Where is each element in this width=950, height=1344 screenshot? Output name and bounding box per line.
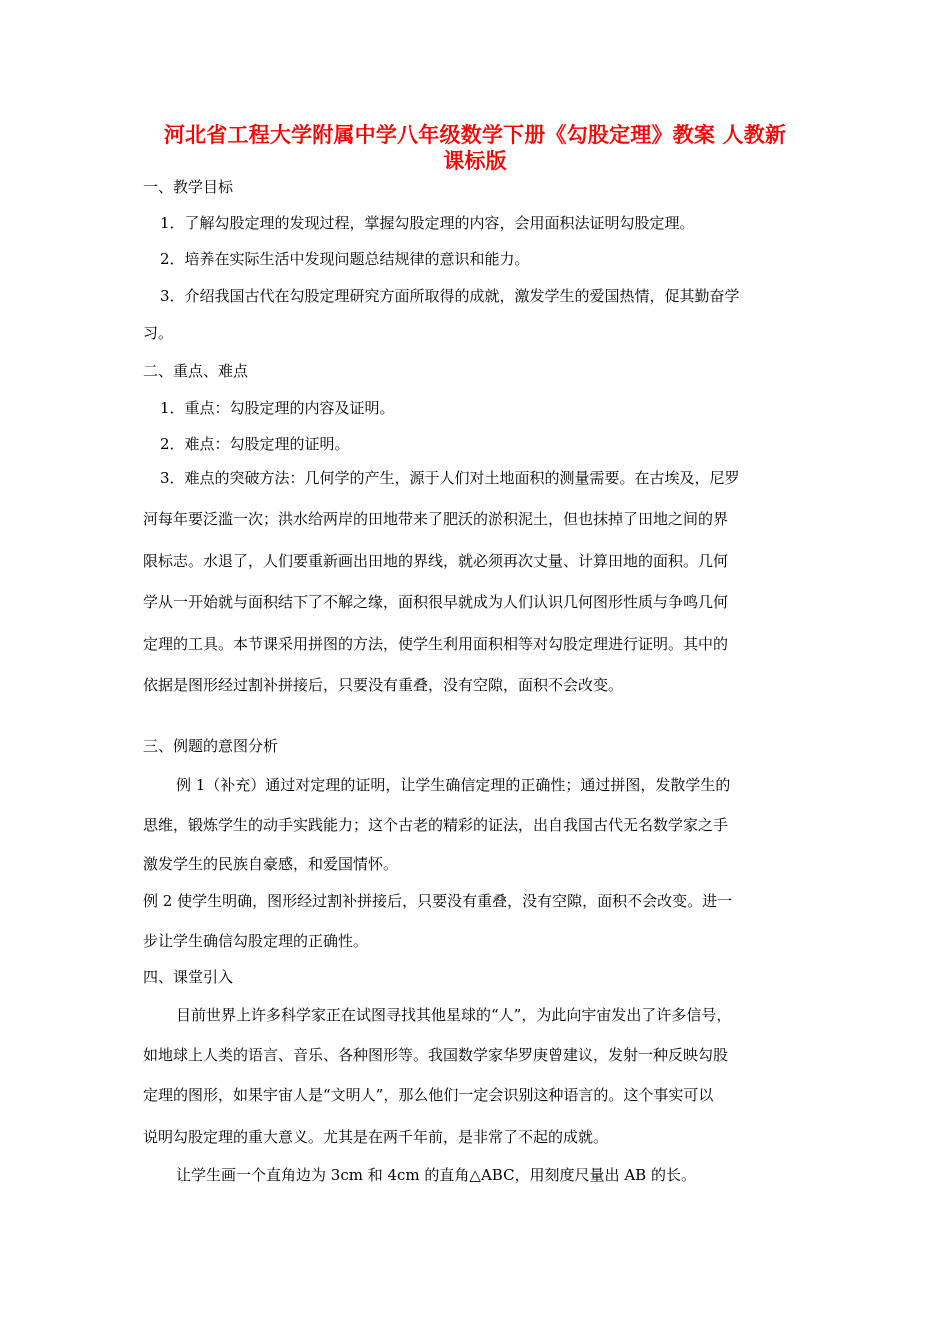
key-point-item-3-cont-4: 定理的工具。本节课采用拼图的方法，使学生利用面积相等对勾股定理进行证明。其中的 — [143, 635, 729, 653]
key-point-item-2: 2．难点：勾股定理的证明。 — [160, 435, 350, 453]
example-1-line-3: 激发学生的民族自豪感，和爱国情怀。 — [143, 855, 399, 873]
section-heading-examples: 三、例题的意图分析 — [143, 737, 279, 755]
key-point-item-3-cont-2: 限标志。水退了，人们要重新画出田地的界线，就必须再次丈量、计算田地的面积。几何 — [143, 552, 729, 570]
introduction-p1-line-4: 说明勾股定理的重大意义。尤其是在两千年前，是非常了不起的成就。 — [143, 1128, 609, 1146]
key-point-item-3: 3．难点的突破方法：几何学的产生，源于人们对土地面积的测量需要。在古埃及，尼罗 — [160, 469, 740, 487]
objective-item-1: 1．了解勾股定理的发现过程，掌握勾股定理的内容，会用面积法证明勾股定理。 — [160, 214, 695, 232]
objective-item-3-cont: 习。 — [143, 324, 174, 342]
document-title — [120, 122, 830, 174]
example-1-line-1: 例 1（补充）通过对定理的证明，让学生确信定理的正确性；通过拼图，发散学生的 — [176, 776, 731, 794]
example-2-line-2: 步让学生确信勾股定理的正确性。 — [143, 932, 369, 950]
introduction-p1-line-2: 如地球上人类的语言、音乐、各种图形等。我国数学家华罗庚曾建议，发射一种反映勾股 — [143, 1046, 729, 1064]
key-point-item-3-cont-5: 依据是图形经过割补拼接后，只要没有重叠，没有空隙，面积不会改变。 — [143, 676, 624, 694]
objective-item-2: 2．培养在实际生活中发现问题总结规律的意识和能力。 — [160, 250, 530, 268]
key-point-item-1: 1．重点：勾股定理的内容及证明。 — [160, 399, 395, 417]
example-1-line-2: 思维，锻炼学生的动手实践能力；这个古老的精彩的证法，出自我国古代无名数学家之手 — [143, 816, 729, 834]
introduction-p2: 让学生画一个直角边为 3cm 和 4cm 的直角△ABC，用刻度尺量出 AB 的长。 — [176, 1166, 696, 1184]
title-line-1: 河北省工程大学附属中学八年级数学下册《勾股定理》教案 人教新 — [163, 122, 787, 147]
section-heading-key-points: 二、重点、难点 — [143, 362, 249, 380]
objective-item-3: 3．介绍我国古代在勾股定理研究方面所取得的成就，激发学生的爱国热情，促其勤奋学 — [160, 287, 740, 305]
introduction-p1-line-3: 定理的图形，如果宇宙人是“文明人”，那么他们一定会识别这种语言的。这个事实可以 — [143, 1086, 714, 1104]
key-point-item-3-cont-1: 河每年要泛滥一次；洪水给两岸的田地带来了肥沃的淤积泥土，但也抹掉了田地之间的界 — [143, 510, 729, 528]
key-point-item-3-cont-3: 学从一开始就与面积结下了不解之缘，面积很早就成为人们认识几何图形性质与争鸣几何 — [143, 593, 729, 611]
introduction-p1-line-1: 目前世界上许多科学家正在试图寻找其他星球的“人”，为此向宇宙发出了许多信号， — [176, 1006, 732, 1024]
section-heading-objectives: 一、教学目标 — [143, 178, 234, 196]
title-line-2: 课标版 — [443, 148, 507, 173]
section-heading-introduction: 四、课堂引入 — [143, 968, 234, 986]
example-2-line-1: 例 2 使学生明确，图形经过割补拼接后，只要没有重叠，没有空隙，面积不会改变。进一 — [143, 892, 733, 910]
